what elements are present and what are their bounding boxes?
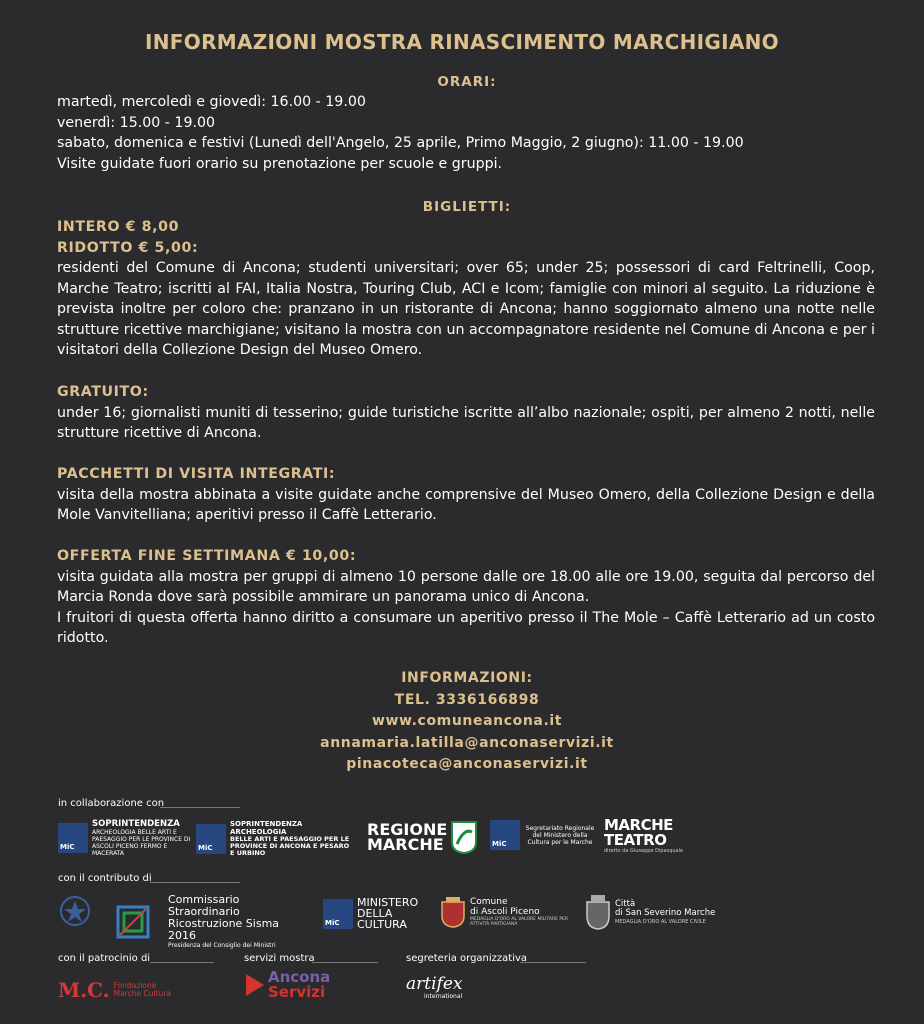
page-title: INFORMAZIONI MOSTRA RINASCIMENTO MARCHIGIANO [145,30,779,54]
ridotto-price: RIDOTTO € 5,00: [57,239,199,256]
repubblica-emblem-logo [58,894,92,928]
ascoli-crest-icon [440,896,466,928]
marche-teatro-logo: MARCHE TEATRO diretto da Giuseppe Dipasquale [604,816,684,854]
mic-icon: MiC [323,899,353,929]
ridotto-text: residenti del Comune di Ancona; studenti universitari; over 65; under 25; possessori di card Feltrinelli, Coop, Marche Teatro; iscritti al FAI, Italia Nostra, Touring Club, ACI e Icom; famiglie con minori al seguito. La riduzione è prevista inoltre per coloro che: pranzano in un ristorante di Ancona; hanno soggiornato almeno una notte nelle strutture ricettive marchigiane; visitano la mostra con un accompagnatore residente nel Comune di Ancona e per i visitatori della Collezione Design del Museo Omero. [57,260,875,358]
orari-line: martedì, mercoledì e giovedì: 16.00 - 19.00 [57,94,366,110]
divider [160,807,240,808]
offerta-text: visita guidata alla mostra per gruppi di almeno 10 persone dalle ore 18.00 alle ore 19.00, seguita dal percorso del Marcia Ronda dove sarà possibile ammirare un panorama unico di Ancona. [57,568,875,605]
segreteria-label: segreteria organizzativa [406,953,528,964]
play-arrow-icon [244,972,266,998]
pacchetti-heading: PACCHETTI DI VISITA INTEGRATI: [57,466,336,482]
servizi-label: servizi mostra [244,953,315,964]
gratuito-block [57,382,875,444]
orari-line: venerdì: 15.00 - 19.00 [57,114,216,131]
contrib-label: con il contributo di [58,873,152,884]
pacchetti-text: visita della mostra abbinata a visite guidate anche comprensive del Museo Omero, della Collezione Design e della Mole Vanvitelliana; aperitivi presso il Caffè Letterario. [57,486,875,523]
commissario-logo: Commissario Straordinario Ricostruzione Sisma 2016 Presidenza del Consiglio dei Ministri [116,894,308,950]
offerta-heading: OFFERTA FINE SETTIMANA € 10,00: [57,548,357,564]
mic-icon: MiC [58,823,88,853]
informazioni-heading: INFORMAZIONI: [401,670,533,686]
soprintendenza-ancona-logo: MiC SOPRINTENDENZA ARCHEOLOGIA BELLE ARTI E PAESAGGIO PER LE PROVINCE DI ANCONA E PESARO E URBINO [198,820,350,857]
email-link[interactable]: annamaria.latilla@anconaservizi.it [320,734,614,751]
divider [312,962,378,963]
website-link[interactable]: www.comuneancona.it [371,713,563,729]
soprintendenza-ascoli-logo: MiC SOPRINTENDENZA ARCHEOLOGIA BELLE ARTI E PAESAGGIO PER LE PROVINCE DI ASCOLI PICENO FERMO E MACERATA [60,819,191,857]
artifex-logo: artifex international [406,974,463,1000]
mic-icon: MiC [490,820,520,850]
segretariato-logo: MiC Segretariato Regionale del Ministero della Cultura per le Marche [490,820,596,850]
intero-price: INTERO € 8,00 [57,219,180,235]
patrocinio-label: con il patrocinio di [58,953,151,964]
regione-emblem-icon [450,820,478,854]
informazioni-block [0,668,924,776]
divider [150,962,214,963]
email-link[interactable]: pinacoteca@anconaservizi.it [346,756,588,772]
ministero-cultura-logo: MiC MINISTERO DELLA CULTURA [325,896,419,931]
offerta-block [57,546,875,649]
fondazione-marche-cultura-logo: M.C. Fondazione Marche Cultura [58,978,171,1002]
orari-line: Visite guidate fuori orario su prenotazione per scuole e gruppi. [57,155,503,172]
san-severino-logo: Città di San Severino Marche MEDAGLIA D'ORO AL VALORE CIVILE [585,894,745,930]
biglietti-heading: BIGLIETTI: [422,199,512,215]
gratuito-heading: GRATUITO: [57,384,149,400]
italian-emblem-icon [58,894,92,928]
offerta-text: I fruitori di questa offerta hanno diritto a consumare un aperitivo presso il The Mole – Caffè Letterario ad un costo ridotto. [57,609,875,646]
orari-heading: ORARI: [437,74,497,90]
gratuito-text: under 16; giornalisti muniti di tesserino; guide turistiche iscritte all’albo nazionale; ospiti, per almeno 2 notti, nelle strutture ricettive di Ancona. [57,404,875,441]
orari-block [57,92,875,174]
phone-number: TEL. 3336166898 [394,691,540,708]
divider [520,962,586,963]
commissario-icon [116,905,150,939]
pacchetti-block [57,464,875,526]
mic-icon: MiC [196,824,226,854]
biglietti-block [57,217,875,361]
regione-marche-logo: REGIONE MARCHE [367,820,478,854]
divider [150,882,240,883]
orari-line: sabato, domenica e festivi (Lunedì dell'Angelo, 25 aprile, Primo Maggio, 2 giugno): 11.00 - 19.00 [57,135,744,151]
san-severino-crest-icon [585,894,611,930]
collab-label: in collaborazione con [58,798,165,809]
ascoli-piceno-logo: Comune di Ascoli Piceno MEDAGLIA D'ORO AL VALORE MILITARE PER ATTIVITÀ PARTIGIANA [440,896,570,928]
ancona-servizi-logo: Ancona Servizi [244,970,330,1000]
